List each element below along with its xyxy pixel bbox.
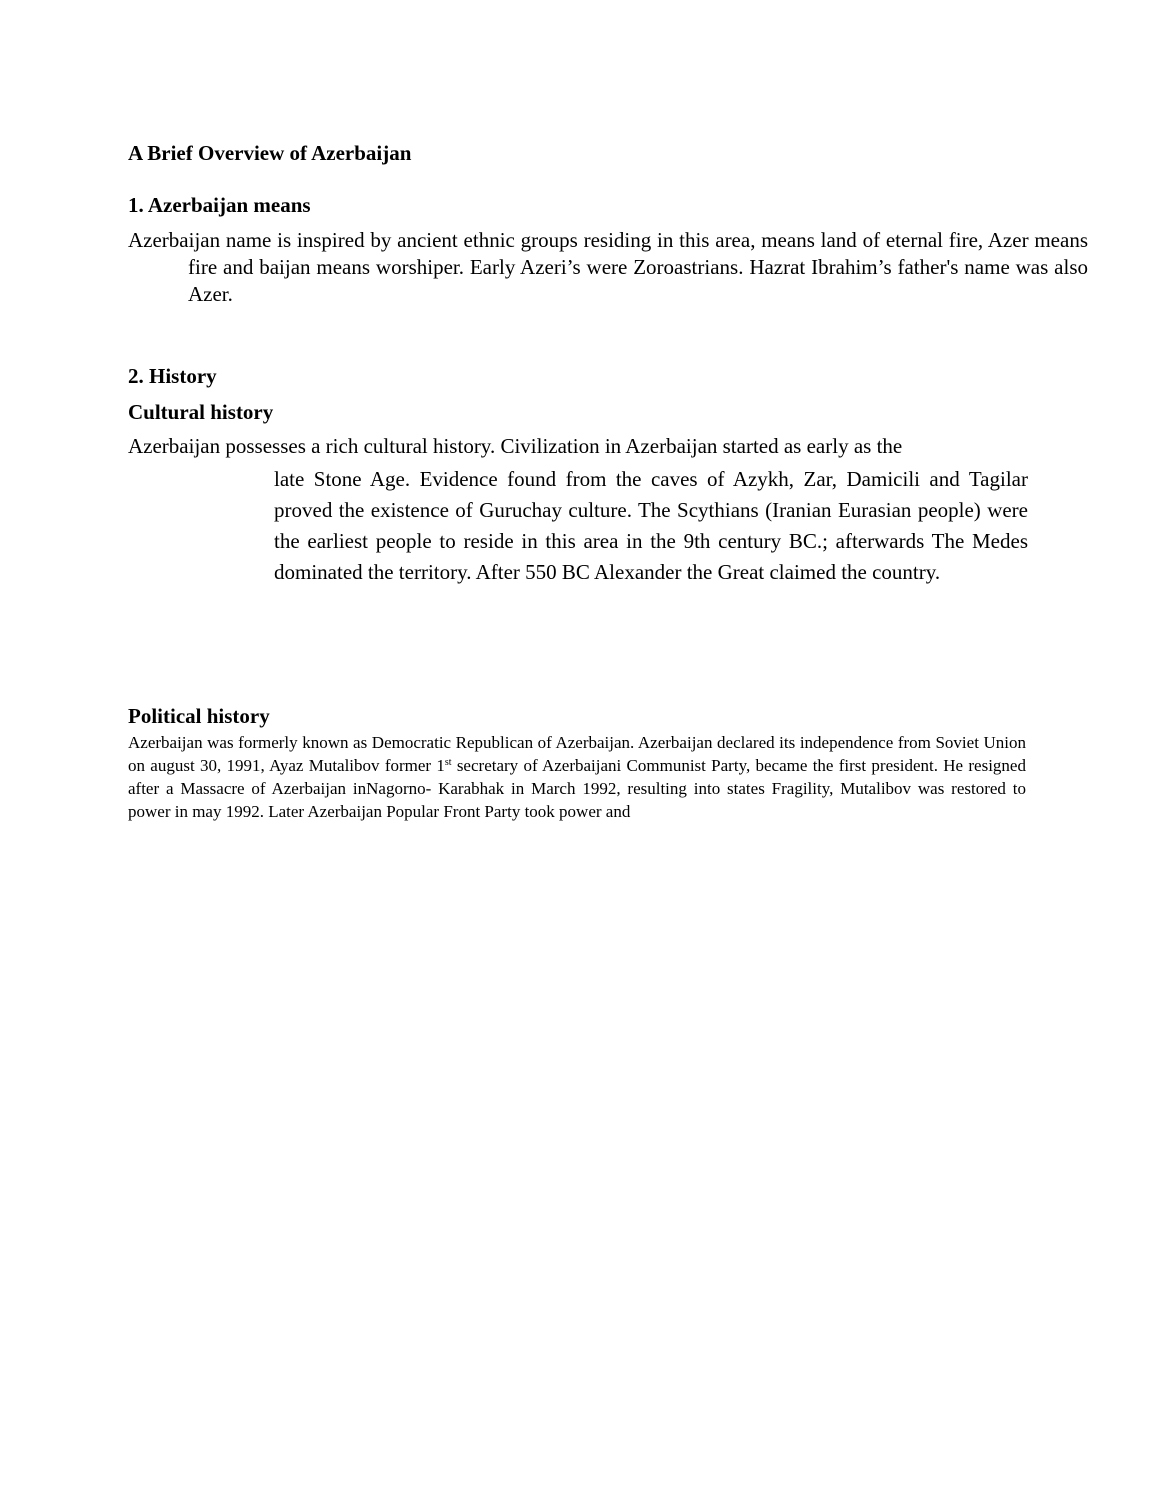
document-title: A Brief Overview of Azerbaijan [128, 141, 412, 165]
section-heading-history: 2. History [128, 364, 217, 388]
political-text-part1: Azerbaijan was formerly known as Democratic Republican of Azerbaijan. Azerbaijan declared its independence from Soviet Union on august 30, 1991, Ayaz Mutalibov former 1 [128, 733, 1026, 775]
means-paragraph: Azerbaijan name is inspired by ancient ethnic groups residing in this area, means land of eternal fire, Azer means fire and baijan means worshiper. Early Azeri’s were Zoroastrians. Hazrat Ibrahim’s father's name was also Azer. [128, 228, 1088, 306]
political-text-part2: secretary of Azerbaijani Communist Party, became the first president. He resigned after a Massacre of Azerbaijan inNagorno- Karabhak in March 1992, resulting into states Fragility, Mutalibov was restored to power in may 1992. Later Azerbaijan Popular Front Party took power and [128, 756, 1026, 821]
political-paragraph [128, 731, 1026, 823]
ordinal-suffix: st [444, 757, 452, 768]
subheading-political-history: Political history [128, 704, 270, 728]
subheading-cultural-history: Cultural history [128, 400, 274, 424]
cultural-paragraph-continuation: late Stone Age. Evidence found from the caves of Azykh, Zar, Damicili and Tagilar proved the existence of Guruchay culture. The Scythians (Iranian Eurasian people) were the earliest people to reside in this area in the 9th century BC.; afterwards The Medes dominated the territory. After 550 BC Alexander the Great claimed the country. [274, 467, 1028, 584]
section-heading-means: 1. Azerbaijan means [128, 193, 311, 217]
cultural-paragraph-first-line: Azerbaijan possesses a rich cultural history. Civilization in Azerbaijan started as early as the [128, 434, 903, 458]
